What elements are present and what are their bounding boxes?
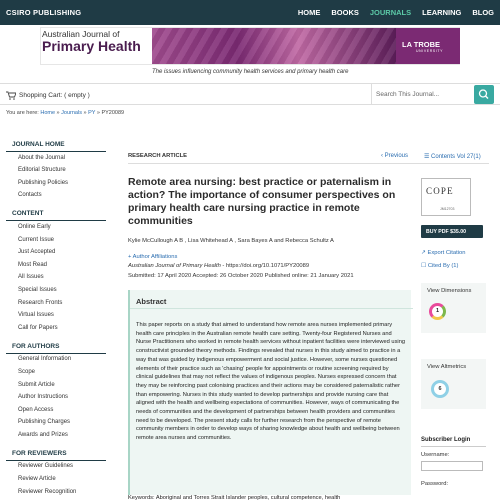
sidebar bbox=[6, 138, 106, 500]
username-field[interactable] bbox=[421, 461, 483, 471]
banner-image bbox=[152, 28, 396, 64]
cope-logo[interactable] bbox=[421, 178, 471, 216]
contents-link[interactable] bbox=[424, 153, 481, 160]
sidebar-item-current-issue[interactable]: Current Issue bbox=[18, 236, 55, 243]
export-label: Export Citation bbox=[427, 250, 466, 256]
sidebar-item-call-for-papers[interactable]: Call for Papers bbox=[18, 324, 58, 331]
article-nav bbox=[381, 153, 408, 159]
nav-home[interactable]: HOME bbox=[297, 8, 321, 17]
top-nav bbox=[298, 8, 494, 17]
article-doi[interactable]: - https://doi.org/10.1071/PY20089 bbox=[220, 263, 310, 269]
sidebar-item-virtual-issues[interactable]: Virtual Issues bbox=[18, 312, 54, 319]
sidebar-for-reviewers bbox=[6, 447, 106, 499]
sidebar-item-open-access[interactable]: Open Access bbox=[18, 406, 54, 413]
latrobe-logo-subtext: UNIVERSITY bbox=[416, 49, 444, 53]
breadcrumb-home[interactable]: Home bbox=[40, 110, 56, 116]
breadcrumb: You are here: Home » Journals » PY » PY20089 bbox=[6, 110, 125, 116]
cope-member-id: JM12703 bbox=[440, 207, 455, 211]
journal-title-line2: Primary Health bbox=[42, 38, 141, 54]
cope-logo-text: COPE bbox=[426, 186, 454, 196]
cited-label: Cited By (1) bbox=[427, 263, 459, 269]
sidebar-heading-journal-home[interactable]: JOURNAL HOME bbox=[6, 138, 106, 152]
subscriber-login bbox=[421, 437, 486, 487]
export-citation-link[interactable] bbox=[421, 250, 466, 256]
export-icon: ↗ bbox=[421, 250, 428, 256]
sidebar-item-just-accepted[interactable]: Just Accepted bbox=[18, 249, 56, 256]
cart-icon bbox=[6, 91, 16, 100]
search-icon bbox=[474, 85, 494, 104]
journal-tagline: The issues influencing community health services and primary health care bbox=[152, 69, 349, 75]
sidebar-heading-for-authors[interactable]: FOR AUTHORS bbox=[6, 340, 106, 354]
chevron-left-icon: ‹ bbox=[381, 153, 385, 159]
search-input[interactable]: Search This Journal... bbox=[371, 84, 474, 105]
sidebar-item-research-fronts[interactable]: Research Fronts bbox=[18, 299, 63, 306]
journal-citation bbox=[128, 263, 309, 269]
sidebar-item-reviewer-guidelines[interactable]: Reviewer Guidelines bbox=[18, 463, 74, 470]
sidebar-content bbox=[6, 207, 106, 334]
sidebar-item-general-info[interactable]: General Information bbox=[18, 356, 72, 363]
breadcrumb-current: PY20089 bbox=[101, 110, 125, 116]
article-dates: Submitted: 17 April 2020 Accepted: 26 October 2020 Published online: 21 January 2021 bbox=[128, 273, 354, 279]
publisher-logo[interactable]: CSIRO PUBLISHING bbox=[6, 8, 82, 17]
altmetrics-title: View Altmetrics bbox=[427, 364, 467, 370]
sidebar-heading-content[interactable]: CONTENT bbox=[6, 207, 106, 221]
nav-learning[interactable]: LEARNING bbox=[422, 8, 462, 17]
sidebar-item-special-issues[interactable]: Special Issues bbox=[18, 286, 57, 293]
sidebar-item-all-issues[interactable]: All Issues bbox=[18, 274, 44, 281]
buy-pdf-button[interactable]: BUY PDF $35.00 bbox=[421, 225, 483, 238]
breadcrumb-py[interactable]: PY bbox=[88, 110, 96, 116]
section-label: RESEARCH ARTICLE bbox=[128, 153, 188, 159]
breadcrumb-journals[interactable]: Journals bbox=[61, 110, 82, 116]
latrobe-logo-text: LA TROBE bbox=[402, 40, 441, 49]
sidebar-item-reviewer-recognition[interactable]: Reviewer Recognition bbox=[18, 488, 77, 495]
nav-books[interactable]: BOOKS bbox=[331, 8, 359, 17]
cited-by-link[interactable] bbox=[421, 263, 458, 269]
sidebar-journal-home bbox=[6, 138, 106, 202]
sidebar-for-authors bbox=[6, 340, 106, 442]
abstract-heading: Abstract bbox=[136, 297, 167, 306]
abstract-box bbox=[128, 290, 411, 495]
keywords: Keywords: Aboriginal and Torres Strait Islander peoples, cultural competence, health bbox=[128, 495, 341, 500]
article-authors[interactable]: Kylie McCullough A B , Lisa Whitehead A , Sara Bayes A and Rebecca Schultz A bbox=[128, 238, 334, 244]
journal-title-line1: Australian Journal of bbox=[42, 29, 120, 39]
contents-label: Contents Vol 27(1) bbox=[431, 154, 481, 160]
dimensions-title: View Dimensions bbox=[427, 288, 472, 294]
author-affiliations-toggle[interactable]: + Author Affiliations bbox=[128, 254, 178, 260]
altmetric-badge[interactable]: 6 bbox=[431, 380, 449, 398]
password-label: Password: bbox=[421, 481, 449, 487]
nav-blog[interactable]: BLOG bbox=[472, 8, 494, 17]
sidebar-item-editorial[interactable]: Editorial Structure bbox=[18, 167, 66, 174]
sidebar-item-about[interactable]: About the Journal bbox=[18, 154, 66, 161]
sidebar-item-most-read[interactable]: Most Read bbox=[18, 261, 48, 268]
abstract-text: This paper reports on a study that aimed to understand how remote area nurses implemented primary health care principles in the Australian remote health care setting. Twenty-four Registered Nurses and Nurse Practitioners who worked in remote health services without inpatient facilities were interviewed using constructivist grounded theory methods. Findings revealed that nurses in this study aimed to practice in a way that was guided by indigenous empowerment and social justice. However, some nurses questioned elements of their practice such as 'chasing' people for appointments or routine screening required by clinical guidelines that may not reflect the values of indigenous peoples. Nurses expressed concern that they may be reinforcing past colonising practices and their actions may be considered paternalistic rather than empowering. Nurses in this study wanted to develop partnerships and provide nursing care that aligned with the health and wellbeing expectations of communities. However, ways of communicating the needs of communities and the development of partnerships between health providers and communities need to be developed. The present study calls for further research from the perspective of remote community members in order to develop ways of sharing knowledge about health and wellbeing between remote area nurses and communities. bbox=[136, 322, 406, 442]
top-bar bbox=[0, 0, 500, 25]
cart-search-bar bbox=[0, 83, 500, 105]
shopping-cart[interactable] bbox=[6, 91, 90, 100]
sidebar-item-review-article[interactable]: Review Article bbox=[18, 476, 56, 483]
cited-icon: ☐ bbox=[421, 263, 428, 269]
journal-title-logo bbox=[42, 29, 152, 65]
sidebar-item-author-instructions[interactable]: Author Instructions bbox=[18, 394, 69, 401]
login-heading: Subscriber Login bbox=[421, 437, 486, 447]
sidebar-item-contacts[interactable]: Contacts bbox=[18, 192, 42, 199]
header-divider bbox=[128, 163, 489, 164]
sidebar-item-policies[interactable]: Publishing Policies bbox=[18, 179, 69, 186]
sidebar-item-scope[interactable]: Scope bbox=[18, 368, 36, 375]
latrobe-logo bbox=[396, 28, 460, 64]
username-label: Username: bbox=[421, 452, 450, 458]
journal-name: Australian Journal of Primary Health bbox=[128, 263, 221, 269]
sidebar-item-publishing-charges[interactable]: Publishing Charges bbox=[18, 419, 71, 426]
nav-journals[interactable]: JOURNALS bbox=[369, 8, 412, 17]
sidebar-item-online-early[interactable]: Online Early bbox=[18, 223, 51, 230]
sidebar-heading-for-reviewers[interactable]: FOR REVIEWERS bbox=[6, 447, 106, 461]
cart-label: Shopping Cart: ( empty ) bbox=[19, 92, 90, 99]
search-button[interactable] bbox=[474, 85, 494, 104]
previous-label: Previous bbox=[384, 153, 409, 159]
previous-link[interactable] bbox=[381, 153, 408, 159]
altmetrics-box[interactable] bbox=[421, 359, 486, 409]
sidebar-item-awards[interactable]: Awards and Prizes bbox=[18, 431, 68, 438]
dimensions-badge[interactable]: 1 bbox=[429, 303, 446, 320]
sidebar-item-submit-article[interactable]: Submit Article bbox=[18, 381, 55, 388]
dimensions-box[interactable] bbox=[421, 283, 486, 333]
abstract-divider bbox=[130, 308, 413, 309]
article-title: Remote area nursing: best practice or paternalism in action? The importance of consumer perspectives on primary health care nursing practice in remote communities bbox=[128, 176, 396, 227]
breadcrumb-prefix: You are here: bbox=[6, 110, 39, 116]
list-icon: ☰ bbox=[424, 154, 432, 160]
